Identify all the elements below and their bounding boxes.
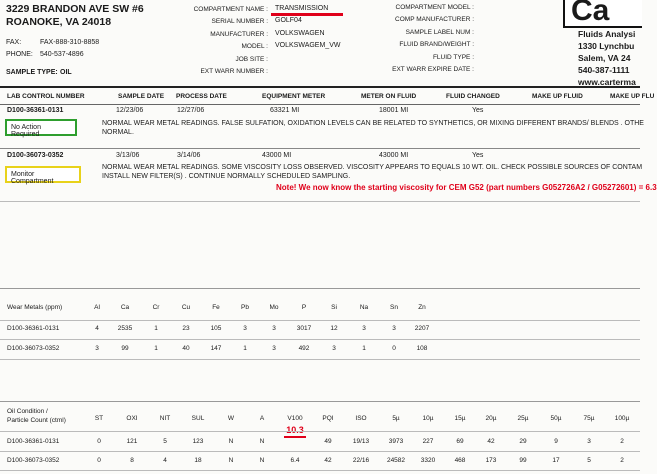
section-end-divider — [0, 201, 640, 202]
oil-cell: N — [259, 438, 265, 445]
wear-metal-column: Zn — [418, 304, 426, 311]
oil-cell: 0 — [97, 438, 101, 445]
row2-control-number: D100-36073-0352 — [7, 152, 64, 159]
oil-cell: 227 — [422, 438, 434, 445]
wear-metal-column: Mo — [269, 304, 279, 311]
oil-cell: 5 — [163, 438, 167, 445]
row1-fluid-changed: Yes — [472, 107, 484, 114]
field-label: FLUID TYPE : — [432, 54, 474, 61]
row2-sample-date: 3/13/06 — [116, 152, 140, 159]
field-label: JOB SITE : — [235, 56, 268, 63]
wear-metal-column: Na — [359, 304, 369, 311]
wear-cell: 3 — [243, 325, 247, 332]
row1-process-date: 12/27/06 — [177, 107, 205, 114]
field-value: VOLKSWAGEM_VW — [275, 42, 341, 49]
oil-cell: 49 — [324, 438, 332, 445]
wear-cell: 3017 — [296, 325, 312, 332]
oil-cell: 19/13 — [352, 438, 370, 445]
oil-condition-column: 15µ — [454, 415, 466, 422]
phone-value: 540-537-4896 — [40, 51, 84, 58]
field-label: SAMPLE LABEL NUM : — [405, 29, 474, 36]
oil-cell: 0 — [97, 457, 101, 464]
oil-condition-column: 75µ — [583, 415, 595, 422]
wear-metal-column: P — [301, 304, 307, 311]
oil-cell: 9 — [554, 438, 558, 445]
wear-cell: 40 — [182, 345, 190, 352]
row1-comment: NORMAL WEAR METAL READINGS. FALSE SULFATION, OXIDATION LEVELS CAN BE RELATED TO SYNTHETICS, OR MIXING DIFFERENT BRANDS/ BLENDS . OTHE — [102, 120, 644, 127]
viscosity-note: Note! We now know the starting viscosity for CEM G52 (part numbers G052726A2 / G05272601) = 6.3 — [276, 183, 657, 192]
lab-city: ROANOKE, VA 24018 — [6, 16, 112, 28]
column-header: PROCESS DATE — [176, 93, 227, 100]
oil-cell: 24582 — [386, 457, 406, 464]
field-label: COMPARTMENT NAME : — [193, 6, 268, 13]
oil-condition-table — [0, 401, 640, 474]
section-divider — [0, 86, 640, 88]
row1-sample-date: 12/23/06 — [116, 107, 144, 114]
column-header: LAB CONTROL NUMBER — [7, 93, 85, 100]
row-divider — [0, 148, 640, 149]
particle-count-title: Particle Count (ctml) — [7, 417, 66, 424]
oil-cell: 6.4 — [290, 457, 300, 464]
grid-line — [0, 431, 640, 432]
compartment-underline — [271, 13, 343, 16]
wear-metal-column: Cu — [181, 304, 191, 311]
wear-cell: 99 — [121, 345, 129, 352]
oil-condition-column: V100 — [287, 415, 303, 422]
company-name: Fluids Analysi — [578, 29, 636, 39]
wear-cell: 1 — [154, 345, 158, 352]
oil-cell: 3973 — [388, 438, 404, 445]
oil-condition-column: ST — [94, 415, 104, 422]
grid-line — [0, 339, 640, 340]
oil-condition-column: SUL — [191, 415, 205, 422]
wear-cell: 1 — [154, 325, 158, 332]
wear-cell: 4 — [95, 325, 99, 332]
row2-process-date: 3/14/06 — [177, 152, 201, 159]
column-header: METER ON FLUID — [361, 93, 417, 100]
row2-comment-cont: INSTALL NEW FILTER(S) . CONTINUE NORMALLY SCHEDULED SAMPLING. — [102, 173, 351, 180]
column-header: FLUID CHANGED — [446, 93, 500, 100]
lab-address: 3229 BRANDON AVE SW #6 — [6, 3, 144, 15]
status-badge-monitor: Monitor Compartment — [5, 166, 81, 183]
row2-meter-on-fluid: 43000 MI — [379, 152, 409, 159]
row2-comment: NORMAL WEAR METAL READINGS. SOME VISCOSITY LOSS OBSERVED. VISCOSITY APPEARS TO EQUALS 10 WT. OIL. CHECK POSSIBLE SOURCES OF CONTAM — [102, 164, 643, 171]
wear-cell: 108 — [416, 345, 428, 352]
wear-row-id: D100-36073-0352 — [7, 345, 60, 352]
company-logo: Ca — [563, 0, 642, 28]
oil-condition-column: 50µ — [550, 415, 562, 422]
oil-cell: 2 — [620, 457, 624, 464]
sample-type-label: SAMPLE TYPE: — [6, 69, 58, 76]
row2-fluid-changed: Yes — [472, 152, 484, 159]
oil-cell: 5 — [587, 457, 591, 464]
oil-cell: 22/16 — [352, 457, 370, 464]
field-label: SERIAL NUMBER : — [211, 18, 268, 25]
header-divider — [0, 104, 640, 105]
wear-metal-column: Al — [94, 304, 100, 311]
oil-cell: 42 — [324, 457, 332, 464]
wear-metals-table — [0, 288, 640, 360]
oil-condition-column: 20µ — [485, 415, 497, 422]
column-header: EQUIPMENT METER — [262, 93, 326, 100]
wear-metals-title: Wear Metals (ppm) — [7, 304, 63, 311]
oil-condition-column: 5µ — [392, 415, 400, 422]
wear-cell: 0 — [392, 345, 396, 352]
oil-cell: 3320 — [420, 457, 436, 464]
oil-condition-column: OXI — [126, 415, 138, 422]
field-label: COMP MANUFACTURER : — [395, 16, 474, 23]
wear-cell: 23 — [182, 325, 190, 332]
grid-line — [0, 470, 640, 471]
oil-cell: 18 — [194, 457, 202, 464]
field-label: EXT WARR NUMBER : — [200, 68, 268, 75]
column-header: MAKE UP FLU — [610, 93, 655, 100]
wear-cell: 12 — [330, 325, 338, 332]
wear-cell: 3 — [332, 345, 336, 352]
oil-condition-column: 25µ — [517, 415, 529, 422]
oil-cell: 123 — [192, 438, 204, 445]
oil-cell: 4 — [163, 457, 167, 464]
field-label: MODEL : — [241, 43, 268, 50]
oil-condition-column: 100µ — [614, 415, 630, 422]
oil-cell: 2 — [620, 438, 624, 445]
wear-metal-column: Cr — [152, 304, 160, 311]
oil-cell: 99 — [519, 457, 527, 464]
wear-cell: 3 — [272, 325, 276, 332]
oil-cell: N — [228, 438, 234, 445]
wear-cell: 3 — [392, 325, 396, 332]
oil-condition-column: 10µ — [422, 415, 434, 422]
row1-comment-cont: NORMAL. — [102, 129, 134, 136]
oil-cell: N — [228, 457, 234, 464]
oil-cell: 17 — [552, 457, 560, 464]
row1-control-number: D100-36361-0131 — [7, 107, 64, 114]
oil-cell: 173 — [485, 457, 497, 464]
status-badge-no-action: No Action Required — [5, 119, 77, 136]
field-value: GOLF04 — [275, 17, 302, 24]
company-phone: 540-387-1111 — [578, 65, 630, 75]
oil-condition-column: NIT — [159, 415, 171, 422]
row1-meter-on-fluid: 18001 MI — [379, 107, 409, 114]
wear-cell: 492 — [298, 345, 310, 352]
oil-row-id: D100-36073-0352 — [7, 457, 60, 464]
oil-condition-title: Oil Condition / — [7, 408, 48, 415]
wear-cell: 3 — [362, 325, 366, 332]
oil-condition-column: W — [227, 415, 235, 422]
wear-cell: 1 — [243, 345, 247, 352]
wear-cell: 2535 — [117, 325, 133, 332]
viscosity-annotation: 10.3 — [286, 425, 304, 435]
fax-label: FAX: — [6, 39, 22, 46]
wear-cell: 2207 — [414, 325, 430, 332]
oil-row-id: D100-36361-0131 — [7, 438, 60, 445]
oil-cell: 3 — [587, 438, 591, 445]
row2-equipment-meter: 43000 MI — [262, 152, 292, 159]
oil-cell: 8 — [130, 457, 134, 464]
fax-value: FAX-888-310-8858 — [40, 39, 100, 46]
wear-metal-column: Fe — [212, 304, 220, 311]
grid-line — [0, 320, 640, 321]
sample-type-value: OIL — [60, 69, 72, 76]
wear-cell: 3 — [272, 345, 276, 352]
grid-line — [0, 359, 640, 360]
field-value: VOLKSWAGEN — [275, 30, 325, 37]
oil-condition-column: ISO — [355, 415, 367, 422]
phone-label: PHONE: — [6, 51, 33, 58]
oil-condition-column: PQI — [322, 415, 334, 422]
oil-condition-column: A — [259, 415, 265, 422]
column-header: SAMPLE DATE — [118, 93, 165, 100]
field-label: COMPARTMENT MODEL : — [395, 4, 474, 11]
row1-equipment-meter: 63321 MI — [270, 107, 300, 114]
wear-cell: 1 — [362, 345, 366, 352]
wear-cell: 105 — [210, 325, 222, 332]
company-city: Salem, VA 24 — [578, 53, 631, 63]
oil-cell: 29 — [519, 438, 527, 445]
field-label: FLUID BRAND/WEIGHT : — [399, 41, 474, 48]
grid-line — [0, 451, 640, 452]
column-header: MAKE UP FLUID — [532, 93, 583, 100]
field-value: TRANSMISSION — [275, 5, 329, 12]
field-label: MANUFACTURER : — [210, 31, 268, 38]
wear-metal-column: Si — [331, 304, 337, 311]
annotation-underline — [284, 436, 306, 438]
wear-cell: 147 — [210, 345, 222, 352]
company-street: 1330 Lynchbu — [578, 41, 635, 51]
oil-cell: 69 — [456, 438, 464, 445]
wear-metal-column: Pb — [241, 304, 249, 311]
company-website: www.carterma — [578, 77, 636, 87]
wear-row-id: D100-36361-0131 — [7, 325, 60, 332]
oil-cell: 42 — [487, 438, 495, 445]
wear-metal-column: Sn — [390, 304, 398, 311]
oil-cell: 468 — [454, 457, 466, 464]
oil-cell: 121 — [126, 438, 138, 445]
oil-cell: N — [259, 457, 265, 464]
wear-metal-column: Ca — [120, 304, 130, 311]
wear-cell: 3 — [95, 345, 99, 352]
field-label: EXT WARR EXPIRE DATE : — [392, 66, 474, 73]
